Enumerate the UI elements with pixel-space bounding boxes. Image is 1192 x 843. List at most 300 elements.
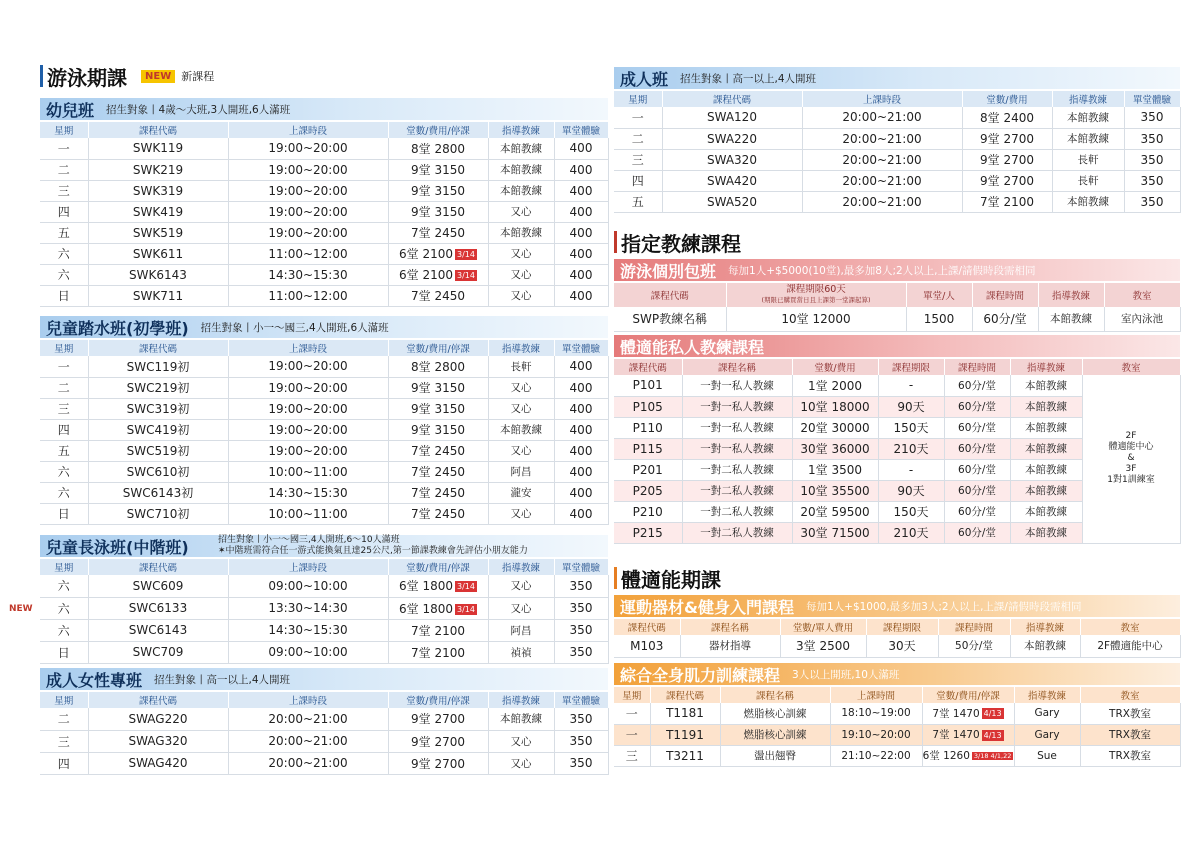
time-cell: 18:10~19:00 xyxy=(830,703,922,724)
coach-cell: 阿昌 xyxy=(488,461,554,482)
stop-date-tag: 3/14 xyxy=(457,271,475,280)
trial-cell: 400 xyxy=(554,285,608,306)
fitness-private-title: 體適能私人教練課程 xyxy=(620,337,765,357)
stop-date-tag: 3/14 xyxy=(457,604,475,614)
duration-cell: 60分/堂 xyxy=(944,396,1010,417)
new-badge: NEW xyxy=(141,70,175,83)
trial-cell: 350 xyxy=(554,730,608,752)
fee-text: 9堂 3150 xyxy=(411,205,465,219)
header-row xyxy=(614,359,1180,375)
column-header: 星期 xyxy=(614,687,650,703)
name-cell: 一對一私人教練 xyxy=(682,417,792,438)
coach-cell: 又心 xyxy=(488,377,554,398)
fee-cell xyxy=(388,597,488,619)
fee-cell xyxy=(388,503,488,524)
room-line: 2F xyxy=(1125,431,1137,442)
code-cell: P115 xyxy=(614,438,682,459)
table-row xyxy=(40,264,608,285)
time-cell: 20:00~21:00 xyxy=(802,107,962,128)
coach-cell: Sue xyxy=(1014,745,1080,766)
coach-cell: Gary xyxy=(1014,703,1080,724)
column-header: 堂數/費用/停課 xyxy=(388,692,488,708)
weekday-cell: 六 xyxy=(40,461,88,482)
table-row xyxy=(40,575,608,597)
weekday-cell: 三 xyxy=(40,398,88,419)
table-row xyxy=(614,375,1180,396)
code-cell: SWK319 xyxy=(88,180,228,201)
fee-text: 9堂 2700 xyxy=(411,712,465,727)
column-header: 單堂/人 xyxy=(906,283,972,307)
fee-cell xyxy=(388,159,488,180)
coach-cell: 本館教練 xyxy=(488,159,554,180)
room-line: & xyxy=(1127,453,1135,464)
title-bar xyxy=(40,65,43,87)
time-cell: 13:30~14:30 xyxy=(228,597,388,619)
code-cell: T3211 xyxy=(650,745,720,766)
fee-cell xyxy=(388,356,488,377)
fee-cell xyxy=(922,703,1014,724)
coach-cell: 又心 xyxy=(488,440,554,461)
weekday-cell: 日 xyxy=(40,641,88,663)
column-header: 上課時段 xyxy=(228,122,388,138)
code-cell: SWA520 xyxy=(662,191,802,212)
fee-cell xyxy=(388,398,488,419)
duration-cell: 60分/堂 xyxy=(944,417,1010,438)
code-cell: SWC6133 xyxy=(88,597,228,619)
time-cell: 20:00~21:00 xyxy=(802,128,962,149)
trial-cell: 350 xyxy=(1124,170,1180,191)
code-cell: SWC6143初 xyxy=(88,482,228,503)
time-cell: 10:00~11:00 xyxy=(228,503,388,524)
column-header: 課程代碼 xyxy=(662,91,802,107)
fee-text: 8堂 2800 xyxy=(411,359,465,374)
column-header: 堂數/費用 xyxy=(962,91,1052,107)
time-cell: 20:00~21:00 xyxy=(802,149,962,170)
adult-desc: 招生對象丨高一以上,4人開班 xyxy=(680,72,817,85)
time-cell: 11:00~12:00 xyxy=(228,285,388,306)
column-header: 指導教練 xyxy=(488,559,554,575)
trial-cell: 350 xyxy=(554,708,608,730)
code-cell: SWC219初 xyxy=(88,377,228,398)
time-cell: 14:30~15:30 xyxy=(228,482,388,503)
period-cell: - xyxy=(878,375,944,396)
table-row xyxy=(40,482,608,503)
name-cell: 盪出翹臀 xyxy=(720,745,830,766)
column-header: 課程名稱 xyxy=(680,619,780,635)
title-bar xyxy=(614,567,617,589)
fee-cell: 9堂 2700 xyxy=(962,170,1052,191)
per-session-cell: 1500 xyxy=(906,307,972,331)
coach-cell: 本館教練 xyxy=(1010,522,1082,543)
duration-cell: 60分/堂 xyxy=(944,522,1010,543)
table-row xyxy=(40,377,608,398)
time-cell: 19:00~20:00 xyxy=(228,138,388,159)
name-cell: 一對二私人教練 xyxy=(682,522,792,543)
fee-text: 7堂 2450 xyxy=(411,444,465,458)
weekday-cell: 三 xyxy=(614,149,662,170)
trial-cell: 400 xyxy=(554,264,608,285)
code-cell: SWAG320 xyxy=(88,730,228,752)
weekday-cell: 二 xyxy=(40,377,88,398)
fee-text: 7堂 2100 xyxy=(411,623,465,638)
table-row xyxy=(40,285,608,306)
coach-cell: 長軒 xyxy=(1052,149,1124,170)
fee-text: 9堂 3150 xyxy=(411,402,465,416)
period-header: 課程期限60天 xyxy=(786,284,846,295)
coach-cell: 又心 xyxy=(488,752,554,774)
private-swim-table xyxy=(614,283,1181,332)
weekday-cell: 六 xyxy=(40,619,88,641)
table-row xyxy=(40,641,608,663)
coach-cell: 本館教練 xyxy=(1052,128,1124,149)
coach-cell: 又心 xyxy=(488,201,554,222)
period-cell: 30天 xyxy=(866,635,938,657)
column-header: 上課時段 xyxy=(228,692,388,708)
fee-cell: 9堂 2700 xyxy=(962,149,1052,170)
fee-text: 7堂 2450 xyxy=(411,465,465,479)
fee-cell: 30堂 36000 xyxy=(792,438,878,459)
column-header: 單堂體驗 xyxy=(554,340,608,356)
header-row xyxy=(614,687,1180,703)
name-cell: 燃脂核心訓練 xyxy=(720,724,830,745)
header-row xyxy=(40,122,608,138)
trial-cell: 400 xyxy=(554,138,608,159)
fee-cell xyxy=(388,575,488,597)
intermediate-note: ✶中階班需符合任一游式能換氣且達25公尺,第一節課教練會先評估小朋友能力 xyxy=(218,546,528,556)
fee-cell xyxy=(388,730,488,752)
beginner-desc: 招生對象丨小一～國三,4人開班,6人滿班 xyxy=(200,321,389,334)
column-header: 單堂體驗 xyxy=(554,692,608,708)
fee-text: 9堂 2700 xyxy=(411,756,465,771)
name-cell: 燃脂核心訓練 xyxy=(720,703,830,724)
coach-cell: 又心 xyxy=(488,285,554,306)
intermediate-desc-block xyxy=(218,535,528,557)
kids-desc: 招生對象丨4歲～大班,3人開班,6人滿班 xyxy=(106,103,291,116)
fitness-private-table xyxy=(614,359,1181,544)
trial-cell: 350 xyxy=(1124,191,1180,212)
column-header: 星期 xyxy=(40,340,88,356)
trial-cell: 400 xyxy=(554,356,608,377)
code-cell: SWC419初 xyxy=(88,419,228,440)
table-row xyxy=(614,191,1180,212)
fitness-private-banner xyxy=(614,335,1180,357)
fee-text: 9堂 3150 xyxy=(411,184,465,198)
coach-cell: 長軒 xyxy=(488,356,554,377)
code-cell: P201 xyxy=(614,459,682,480)
code-cell: SWC6143 xyxy=(88,619,228,641)
table-row xyxy=(40,243,608,264)
room-cell: 室內泳池 xyxy=(1104,307,1180,331)
weekday-cell: 六 xyxy=(40,575,88,597)
equipment-desc: 每加1人+$1000,最多加3人;2人以上,上課/請假時段需相同 xyxy=(805,600,1082,613)
coach-cell: 本館教練 xyxy=(488,180,554,201)
coach-cell: 本館教練 xyxy=(488,138,554,159)
period-fee-cell: 10堂 12000 xyxy=(726,307,906,331)
fee-cell: 30堂 71500 xyxy=(792,522,878,543)
fee-cell: 1堂 2000 xyxy=(792,375,878,396)
table-row xyxy=(40,440,608,461)
stop-date-tag: 3/18 4/1,22 xyxy=(973,752,1012,760)
table-row xyxy=(40,222,608,243)
header-row xyxy=(614,283,1180,307)
new-label: 新課程 xyxy=(181,70,215,83)
trial-cell: 350 xyxy=(554,752,608,774)
code-cell: SWAG220 xyxy=(88,708,228,730)
table-row xyxy=(40,201,608,222)
beginner-banner xyxy=(40,316,608,338)
new-marker: NEW xyxy=(9,604,33,614)
stop-date-tag: 4/13 xyxy=(983,709,1002,719)
code-cell: SWK519 xyxy=(88,222,228,243)
code-cell: SWC119初 xyxy=(88,356,228,377)
stop-date-tag: 4/13 xyxy=(983,730,1002,740)
code-cell: P210 xyxy=(614,501,682,522)
strength-banner xyxy=(614,663,1180,685)
table-row xyxy=(614,149,1180,170)
column-header: 課程時間 xyxy=(972,283,1038,307)
stop-date-tag: 3/14 xyxy=(457,582,475,592)
code-cell: SWK219 xyxy=(88,159,228,180)
table-row xyxy=(40,752,608,774)
time-cell: 19:00~20:00 xyxy=(228,440,388,461)
column-header: 星期 xyxy=(40,692,88,708)
strength-title: 綜合全身肌力訓練課程 xyxy=(620,665,781,685)
time-cell: 20:00~21:00 xyxy=(228,708,388,730)
trial-cell: 350 xyxy=(1124,107,1180,128)
column-header: 課程代碼 xyxy=(88,692,228,708)
trial-cell: 400 xyxy=(554,159,608,180)
swim-title: 游泳期課 xyxy=(47,65,127,90)
weekday-cell: 三 xyxy=(614,745,650,766)
fee-cell: 8堂 2400 xyxy=(962,107,1052,128)
trial-cell: 400 xyxy=(554,377,608,398)
fee-text: 7堂 2450 xyxy=(411,507,465,521)
room-cell: 2F體適能中心 xyxy=(1080,635,1180,657)
weekday-cell: 四 xyxy=(40,201,88,222)
fee-text: 6堂 2100 xyxy=(399,268,454,282)
room-cell: TRX教室 xyxy=(1080,724,1180,745)
coach-cell: 本館教練 xyxy=(1010,459,1082,480)
coach-cell: 本館教練 xyxy=(1052,107,1124,128)
time-cell: 21:10~22:00 xyxy=(830,745,922,766)
code-cell: SWA120 xyxy=(662,107,802,128)
time-cell: 11:00~12:00 xyxy=(228,243,388,264)
weekday-cell: 一 xyxy=(40,138,88,159)
weekday-cell: 五 xyxy=(614,191,662,212)
column-header: 課程代碼 xyxy=(614,359,682,375)
weekday-cell: 五 xyxy=(40,440,88,461)
private-swim-desc: 每加1人+$5000(10堂),最多加8人;2人以上,上課/請假時段需相同 xyxy=(728,264,1036,277)
time-cell: 09:00~10:00 xyxy=(228,575,388,597)
column-header: 教室 xyxy=(1082,359,1180,375)
column-header: 教室 xyxy=(1080,687,1180,703)
weekday-cell: 一 xyxy=(614,703,650,724)
beginner-title: 兒童踏水班(初學班) xyxy=(46,318,189,338)
column-header: 指導教練 xyxy=(1052,91,1124,107)
fee-cell xyxy=(388,641,488,663)
time-cell: 19:00~20:00 xyxy=(228,398,388,419)
fee-cell: 7堂 2100 xyxy=(962,191,1052,212)
coach-cell: 又心 xyxy=(488,597,554,619)
period-cell: 150天 xyxy=(878,501,944,522)
fee-cell: 20堂 30000 xyxy=(792,417,878,438)
trial-cell: 400 xyxy=(554,461,608,482)
table-row xyxy=(40,503,608,524)
coach-cell: 又心 xyxy=(488,243,554,264)
fee-text: 8堂 2800 xyxy=(411,141,465,156)
column-header: 單堂體驗 xyxy=(554,559,608,575)
fee-text: 7堂 2100 xyxy=(411,645,465,660)
code-cell: P110 xyxy=(614,417,682,438)
header-row xyxy=(40,559,608,575)
period-cell: 90天 xyxy=(878,396,944,417)
column-header: 課程名稱 xyxy=(682,359,792,375)
code-cell: SWK611 xyxy=(88,243,228,264)
period-cell: 210天 xyxy=(878,438,944,459)
fee-text: 7堂 2450 xyxy=(411,289,465,303)
coach-cell: 本館教練 xyxy=(1010,396,1082,417)
column-header: 指導教練 xyxy=(1038,283,1104,307)
name-cell: 一對二私人教練 xyxy=(682,501,792,522)
weekday-cell: 四 xyxy=(40,419,88,440)
time-cell: 19:00~20:00 xyxy=(228,222,388,243)
time-cell: 19:00~20:00 xyxy=(228,180,388,201)
duration-cell: 60分/堂 xyxy=(972,307,1038,331)
table-row xyxy=(40,419,608,440)
trial-cell: 350 xyxy=(554,619,608,641)
table-row xyxy=(40,398,608,419)
trial-cell: 400 xyxy=(554,201,608,222)
column-header: 課程時間 xyxy=(938,619,1010,635)
column-header: 課程代碼 xyxy=(614,619,680,635)
column-header: 指導教練 xyxy=(488,122,554,138)
time-cell: 10:00~11:00 xyxy=(228,461,388,482)
fee-text: 9堂 3150 xyxy=(411,423,465,437)
column-header: 指導教練 xyxy=(1014,687,1080,703)
column-header: 教室 xyxy=(1080,619,1180,635)
coach-cell: 本館教練 xyxy=(1052,191,1124,212)
code-cell: SWC519初 xyxy=(88,440,228,461)
time-cell: 19:00~20:00 xyxy=(228,159,388,180)
column-header: 堂數/費用/停課 xyxy=(388,340,488,356)
fee-text: 7堂 2450 xyxy=(411,486,465,500)
table-row xyxy=(40,159,608,180)
women-desc: 招生對象丨高一以上,4人開班 xyxy=(154,673,291,686)
code-cell: SWAG420 xyxy=(88,752,228,774)
header-row xyxy=(40,692,608,708)
intermediate-banner xyxy=(40,535,608,557)
column-header: 上課時段 xyxy=(228,340,388,356)
time-cell: 09:00~10:00 xyxy=(228,641,388,663)
fee-cell: 3堂 2500 xyxy=(780,635,866,657)
coach-cell: 本館教練 xyxy=(1010,480,1082,501)
equipment-banner xyxy=(614,595,1180,617)
table-row xyxy=(614,107,1180,128)
trial-cell: 400 xyxy=(554,440,608,461)
adult-banner xyxy=(614,67,1180,89)
coach-cell: 長軒 xyxy=(1052,170,1124,191)
coach-cell: 瀧安 xyxy=(488,482,554,503)
column-header: 堂數/費用 xyxy=(792,359,878,375)
time-cell: 20:00~21:00 xyxy=(228,730,388,752)
fee-text: 7堂 2450 xyxy=(411,226,465,240)
code-cell: SWP教練名稱 xyxy=(614,307,726,331)
column-header: 課程代碼 xyxy=(88,340,228,356)
fee-text: 9堂 3150 xyxy=(411,163,465,177)
period-note: (期限已購買當日且上課第一堂課起算) xyxy=(761,296,871,304)
column-header-period xyxy=(726,283,906,307)
duration-cell: 60分/堂 xyxy=(944,438,1010,459)
fee-cell xyxy=(388,201,488,222)
intermediate-desc: 招生對象丨小一～國三,4人開班,6～10人滿班 xyxy=(218,535,400,545)
title-bar xyxy=(614,231,617,253)
coach-cell: 禎禎 xyxy=(488,641,554,663)
fee-cell xyxy=(922,745,1014,766)
column-header: 指導教練 xyxy=(1010,619,1080,635)
column-header: 課程代碼 xyxy=(650,687,720,703)
column-header: 課程代碼 xyxy=(88,559,228,575)
fee-text: 6堂 1800 xyxy=(399,601,454,616)
stop-date-tag: 3/14 xyxy=(457,250,475,259)
coach-cell: 本館教練 xyxy=(1010,438,1082,459)
fee-text: 6堂 2100 xyxy=(399,247,454,261)
header-row xyxy=(614,91,1180,107)
private-swim-banner xyxy=(614,259,1180,281)
weekday-cell: 一 xyxy=(614,724,650,745)
coach-cell: 本館教練 xyxy=(1010,375,1082,396)
fee-text: 6堂 1260 xyxy=(922,750,970,762)
column-header: 課程代碼 xyxy=(88,122,228,138)
fee-cell xyxy=(388,482,488,503)
coach-cell: 本館教練 xyxy=(1010,417,1082,438)
fee-cell: 1堂 3500 xyxy=(792,459,878,480)
column-header: 指導教練 xyxy=(488,340,554,356)
column-header: 堂數/費用/停課 xyxy=(388,559,488,575)
trial-cell: 350 xyxy=(1124,149,1180,170)
column-header: 課程期限 xyxy=(866,619,938,635)
code-cell: SWK711 xyxy=(88,285,228,306)
kids-banner xyxy=(40,98,608,120)
column-header: 課程代碼 xyxy=(614,283,726,307)
code-cell: SWK419 xyxy=(88,201,228,222)
name-cell: 一對一私人教練 xyxy=(682,375,792,396)
fee-text: 7堂 1470 xyxy=(932,729,980,741)
period-cell: 90天 xyxy=(878,480,944,501)
fee-cell xyxy=(388,752,488,774)
name-cell: 一對一私人教練 xyxy=(682,438,792,459)
coach-cell: 又心 xyxy=(488,575,554,597)
intermediate-table xyxy=(40,559,609,664)
private-swim-title: 游泳個別包班 xyxy=(620,261,717,281)
column-header: 課程期限 xyxy=(878,359,944,375)
room-cell: TRX教室 xyxy=(1080,745,1180,766)
column-header: 單堂體驗 xyxy=(554,122,608,138)
period-cell: 150天 xyxy=(878,417,944,438)
coach-cell: 本館教練 xyxy=(1010,501,1082,522)
room-cell: TRX教室 xyxy=(1080,703,1180,724)
trial-cell: 350 xyxy=(554,575,608,597)
weekday-cell: 四 xyxy=(40,752,88,774)
column-header: 上課時段 xyxy=(228,559,388,575)
women-banner xyxy=(40,668,608,690)
table-row xyxy=(40,356,608,377)
weekday-cell: 六 xyxy=(40,243,88,264)
weekday-cell: 日 xyxy=(40,285,88,306)
name-cell: 一對二私人教練 xyxy=(682,480,792,501)
duration-cell: 60分/堂 xyxy=(944,459,1010,480)
fee-cell xyxy=(388,243,488,264)
duration-cell: 60分/堂 xyxy=(944,480,1010,501)
